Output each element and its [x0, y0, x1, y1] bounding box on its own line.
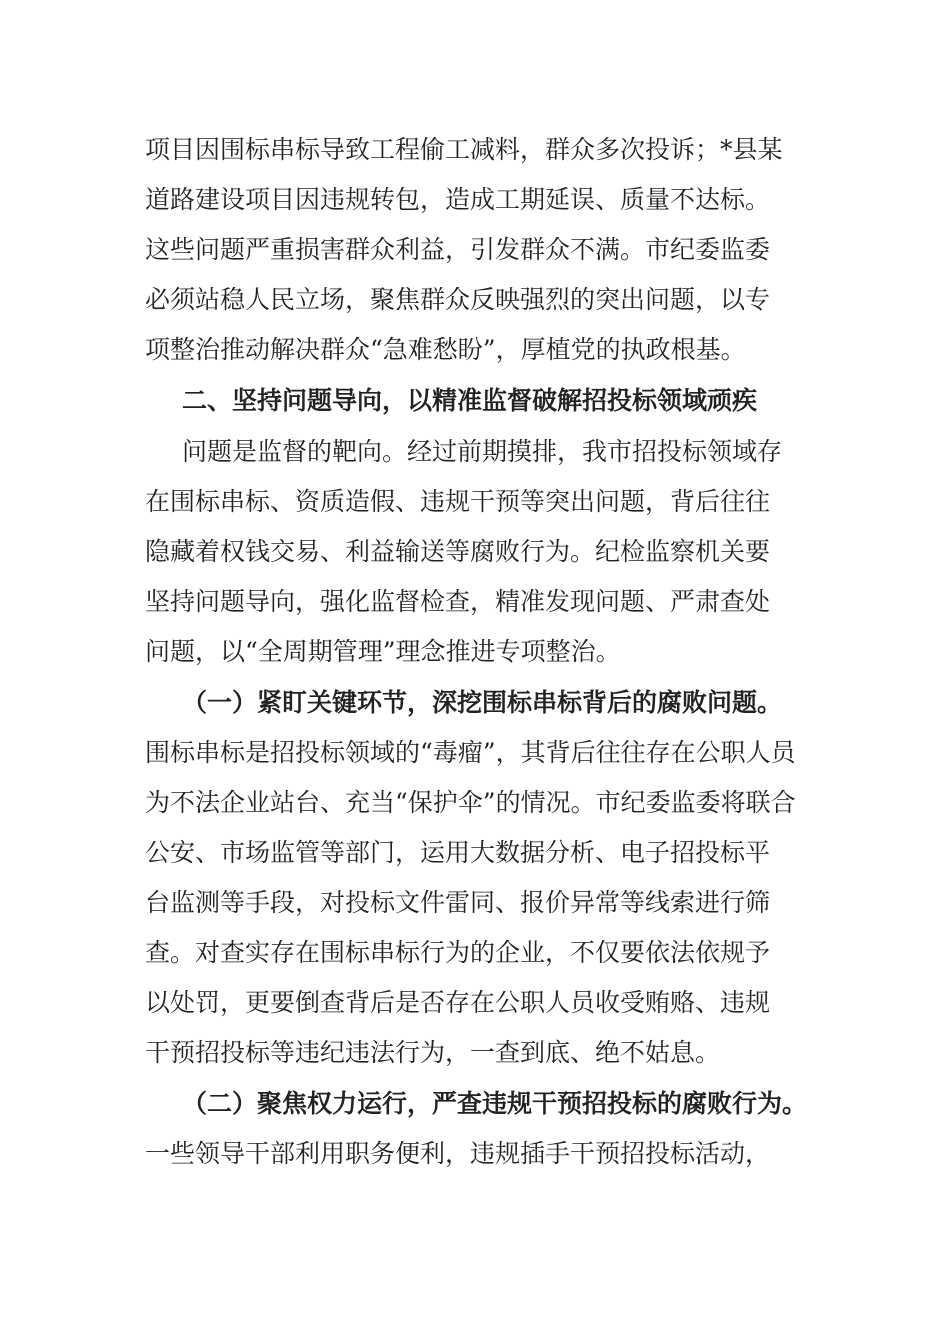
body-text-line: 坚持问题导向，强化监督检查，精准发现问题、严肃查处: [145, 587, 771, 616]
body-text-line: 围标串标是招投标领域的“毒瘤”，其背后往往存在公职人员: [145, 738, 796, 767]
body-text-line: 问题，以“全周期管理”理念推进专项整治。: [145, 637, 621, 666]
body-text-line: 查。对查实存在围标串标行为的企业，不仅要依法依规予: [145, 938, 771, 967]
body-text-line: 公安、市场监管等部门，运用大数据分析、电子招投标平: [145, 838, 771, 867]
body-text-line: 必须站稳人民立场，聚焦群众反映强烈的突出问题，以专: [145, 285, 771, 314]
body-text-line: 以处罚，更要倒查背后是否存在公职人员收受贿赂、违规: [145, 988, 771, 1017]
body-text-line: 一些领导干部利用职务便利，违规插手干预招投标活动，: [145, 1139, 771, 1168]
body-text-line: 隐藏着权钱交易、利益输送等腐败行为。纪检监察机关要: [145, 537, 771, 566]
body-text-line: 为不法企业站台、充当“保护伞”的情况。市纪委监委将联合: [145, 788, 796, 817]
body-text-line: 项目因围标串标导致工程偷工减料，群众多次投诉；*县某: [145, 135, 783, 164]
body-text-line: 道路建设项目因违规转包，造成工期延误、质量不达标。: [145, 185, 771, 214]
body-text-line: 台监测等手段，对投标文件雷同、报价异常等线索进行筛: [145, 888, 771, 917]
body-text-line: 在围标串标、资质造假、违规干预等突出问题，背后往往: [145, 487, 771, 516]
section-heading: 二、坚持问题导向，以精准监督破解招投标领域顽疾: [182, 386, 758, 415]
body-text-line: 项整治推动解决群众“急难愁盼”，厚植党的执政根基。: [145, 335, 746, 364]
subsection-heading: （一）紧盯关键环节，深挖围标串标背后的腐败问题。: [182, 688, 783, 717]
body-text-line: 干预招投标等违纪违法行为，一查到底、绝不姑息。: [145, 1038, 721, 1067]
body-text-line: 问题是监督的靶向。经过前期摸排，我市招投标领域存: [182, 437, 783, 466]
subsection-heading: （二）聚焦权力运行，严查违规干预招投标的腐败行为。: [182, 1089, 808, 1118]
body-text-line: 这些问题严重损害群众利益，引发群众不满。市纪委监委: [145, 235, 771, 264]
